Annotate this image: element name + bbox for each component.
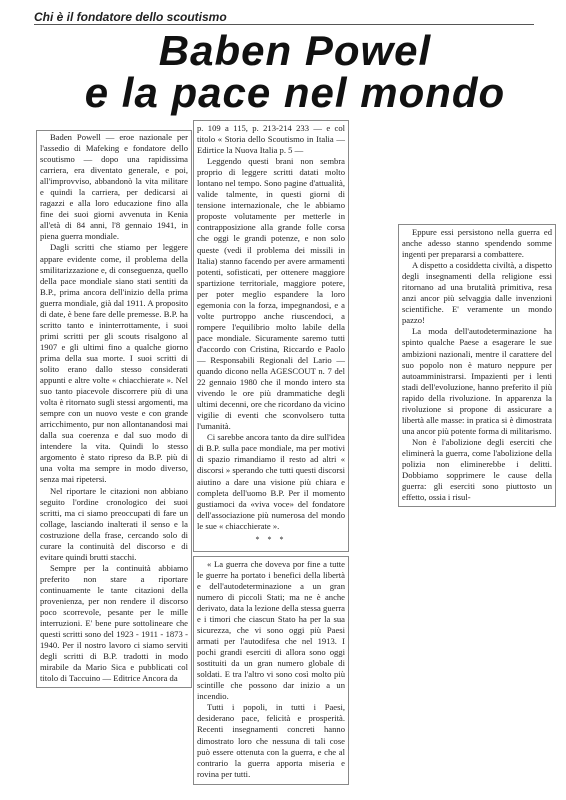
column-2-quote-box — [193, 556, 349, 785]
headline-line-1: Baben Powel — [158, 27, 432, 74]
col2-quote-paragraph: Tutti i popoli, in tutti i Paesi, desiderano pace, felicità e prosperità. Recenti insegnamenti concreti hanno dimostrato loro che nessuna di tali cose può essere ottenuta con la guerra, e che al contrario la guerra apporta miseria e rovina per tutti. — [197, 702, 345, 779]
col1-paragraph: Baden Powell — eroe nazionale per l'assedio di Mafeking e fondatore dello scoutismo — dopo una rapidissima carriera, era diventato generale, e poi, all'improvviso, abbandonò la vita militare e quindi la carriera, per dedicarsi ai ragazzi e alla loro educazione fino alla fine dei suoi giorni avvenuta in Kenia all'età di 84 anni, l'8 gennaio 1941, in piena guerra mondiale. — [40, 132, 188, 242]
kicker: Chi è il fondatore dello scoutismo — [34, 10, 227, 24]
col1-paragraph: Sempre per la continuità abbiamo preferito non stare a riportare continuamente le tante citazioni della provenienza, per non rendere il discorso poco scorrevole, pesante per le mille interruzioni. E' bene pure sottolineare che questi scritti sono del 1923 - 1911 - 1873 - 1940. Per il nostro lavoro ci siamo serviti degli scritti di B.P. tradotti in modo mirabile da Mario Sica e pubblicati col titolo di Taccuino — Editrice Ancora da — [40, 562, 188, 684]
col2-paragraph: Leggendo questi brani non sembra proprio di leggere scritti datati molto lontano nel tempo. Sono pagine d'attualità, valide talmente, in questi giorni di tensione internazionale, che le abbiamo proposte volutamente per metterle in contrapposizione alla grande folle corsa che oggi le grandi potenze, e non solo queste (vedi il problema dei missili in Italia) stanno facendo per avere armamenti potenti, sofisticati, per ottenere maggiore spartizione territoriale, maggiore potere, per poter meglio espandere la loro egemonia con la forza, impegnandosi, e a volte purtroppo anche riuscendoci, a rompere l'equilibrio molto labile della pace mondiale. Sicuramente saremo tutti d'accordo con Cristina, Riccardo e Paolo — Responsabili Regionali del Lario — quando dicono nella AGESCOUT n. 7 del 22 gennaio 1980 che il mondo intero sta vivendo le ore più drammatiche degli ultimi decenni, ore che ricordano da vicino vigilie di eventi che sconvolsero tutta l'umanità. — [197, 156, 345, 432]
col2-paragraph: p. 109 a 115, p. 213-214 233 — e col titolo « Storia dello Scoutismo in Italia — Edirtice la Nuova Italia p. 5 — — [197, 123, 345, 156]
column-3 — [398, 224, 556, 507]
column-1 — [36, 130, 192, 688]
section-separator: * * * — [255, 534, 287, 544]
col1-paragraph: Dagli scritti che stiamo per leggere appare evidente come, il problema della smilitarizzazione e, di conseguenza, quello della pace mondiale siano stati sentiti da B.P., prima ancora dell'inizio della prima guerra mondiale, già dal 1911. A proposito di date, è bene fare delle premesse. B.P. ha scritto tanto e ininterrottamente, i suoi primi scritti per gli scouts risalgono al 1907 e gli ultimi fino a qualche giorno prima della sua morte. I suoi scritti di solito erano dallo stesso considerati appunti e altre volte « chiacchierate ». Nel suo tanto piacevole discorrere più di una volta è ritornato sugli stessi argomenti, ma sempre con un nuovo veste e con grande arricchimento, pur non allontanandosi mai dalla sua coerenza e dal suo modo di intendere la vita. Quindi lo stesso argomento è stato ripreso da B.P. più di una volta ma sempre in modo diverso, senza mai ripetersi. — [40, 242, 188, 485]
col2-quote-paragraph: « La guerra che doveva por fine a tutte le guerre ha portato i benefici della libertà e dell'autodeterminazione a un gran numero di piccoli Stati; ma ne è anche derivato, data la lezione della stessa guerra e i timori che ciascun Stato ha per la sua sicurezza, che vi sono oggi più Paesi armati per l'autodifesa che nel 1913. I pochi grandi eserciti di allora sono oggi sostituiti da un gran numero globale di soldati. E tra l'altro vi sono così molto più scintille che possono dar inizio a un incendio. — [197, 558, 345, 702]
headline-line-2: e la pace nel mondo — [84, 69, 506, 116]
col3-paragraph: Non è l'abolizione degli eserciti che eliminerà la guerra, come l'abolizione della polizia non eliminerebbe i delitti. Dobbiamo sopprimere le cause della guerra: gli eserciti sono piuttosto un effetto, ossia i risul- — [402, 436, 552, 503]
col1-paragraph: Nel riportare le citazioni non abbiano seguito l'ordine cronologico dei suoi scritti, ma ci siamo preoccupati di fare un collage, lasciando inalterati il senso e la costruzione della frase, cercando solo di curare la continuità del discorso e di evitare quindi brutti stacchi. — [40, 485, 188, 562]
col3-paragraph: A dispetto a cosiddetta civiltà, a dispetto degli insegnamenti della religione essi ritornano ad una brutalità primitiva, resa anzi ancor più selvaggia dalle invenzioni scientifiche. E' veramente un mondo pazzo! — [402, 260, 552, 326]
column-2 — [193, 120, 349, 785]
kicker-rule — [34, 24, 534, 25]
column-2-top-box — [193, 120, 349, 552]
col3-paragraph: La moda dell'autodeterminazione ha spinto qualche Paese a esagerare le sue ambizioni nazionali, mentre il carattere del suo popolo non è maturo neppure per autoamministrarsi. Impazienti per i lenti stadi dell'evoluzione, hanno preferito il più rapido della rivoluzione. In apparenza la rivoluzione si propone di assicurare a libertà alle masse: in pratica si è dimostrata una ancor più potente forma di militarismo. — [402, 326, 552, 436]
col2-paragraph: Ci sarebbe ancora tanto da dire sull'idea di B.P. sulla pace mondiale, ma per motivi di spazio rimandiamo il resto ad altri « discorsi » sperando che tutti questi discorsi aiutino a dare una visione più chiara e completa dell'uomo B.P. Per il momento gustiamoci da «viva voce» del fondatore dell'associazione più numerosa del mondo le sue « chiacchierate ». — [197, 432, 345, 531]
col3-paragraph: Eppure essi persistono nella guerra ed anche adesso stanno spendendo somme ingenti per prepararsi a combattere. — [402, 227, 552, 260]
